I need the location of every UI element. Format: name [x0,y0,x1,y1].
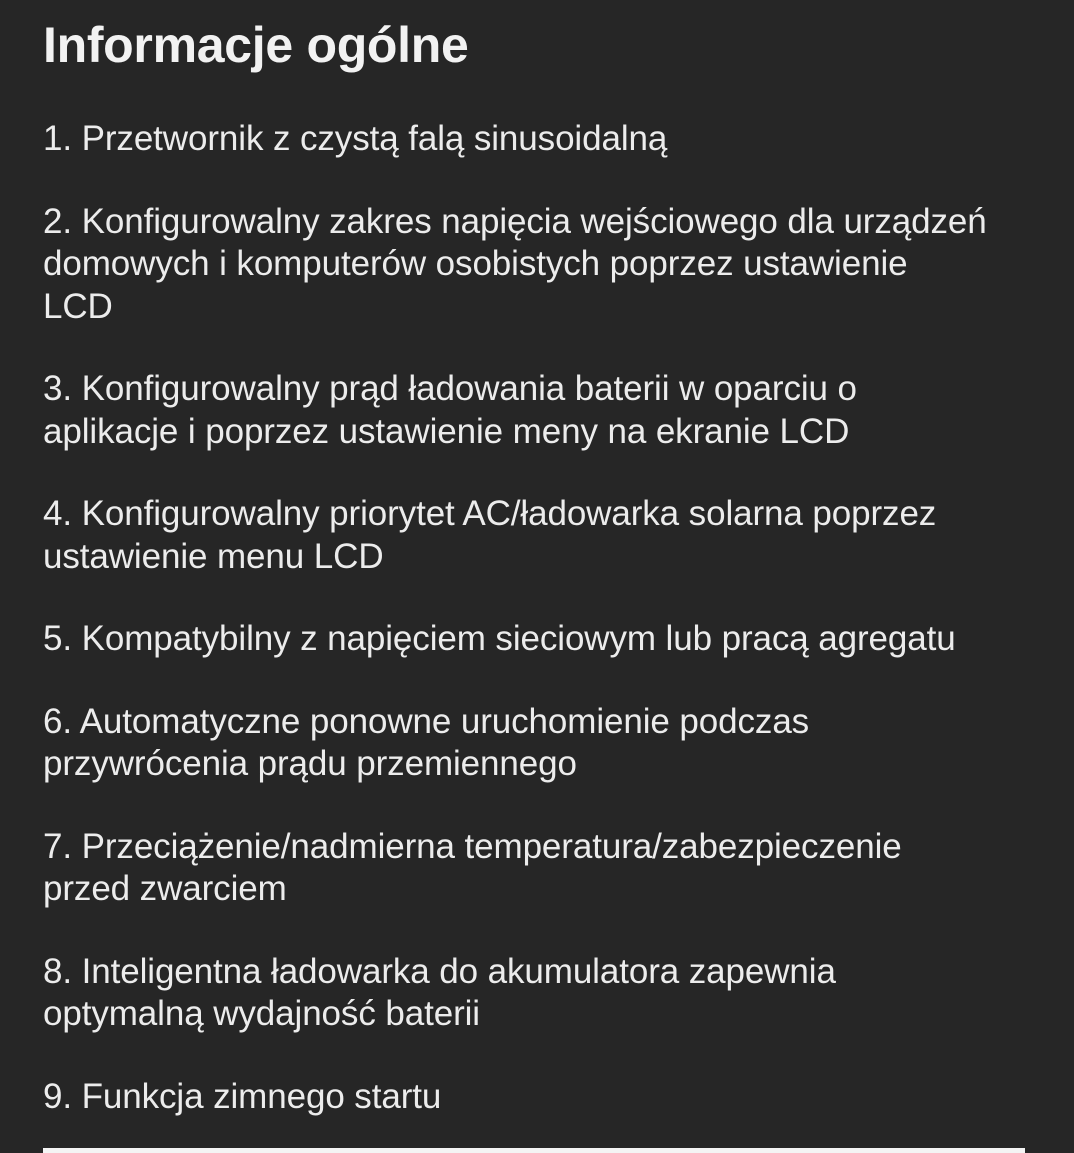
feature-item-8: 8. Inteligentna ładowarka do akumulatora zapewnia optymalną wydajność baterii [43,951,836,1033]
feature-item-4: 4. Konfigurowalny priorytet AC/ładowarka solarna poprzez ustawienie menu LCD [43,494,937,576]
feature-item-3: 3. Konfigurowalny prąd ładowania baterii w oparciu o aplikacje i poprzez ustawienie meny na ekranie LCD [43,369,857,451]
feature-item-1: 1. Przetwornik z czystą falą sinusoidalną [43,119,668,158]
feature-item-5: 5. Kompatybilny z napięciem sieciowym lub pracą agregatu [43,619,956,658]
general-info-section [43,0,1043,1118]
feature-item-2: 2. Konfigurowalny zakres napięcia wejściowego dla urządzeń domowych i komputerów osobistych poprzez ustawienie LCD [43,201,987,326]
bottom-divider [43,1148,1025,1153]
feature-item-9: 9. Funkcja zimnego startu [43,1076,442,1116]
page-title: Informacje ogólne [43,17,469,73]
feature-list [43,118,1043,1118]
feature-item-7: 7. Przeciążenie/nadmierna temperatura/zabezpieczenie przed zwarciem [43,826,902,908]
feature-item-6: 6. Automatyczne ponowne uruchomienie podczas przywrócenia prądu przemiennego [43,701,810,783]
